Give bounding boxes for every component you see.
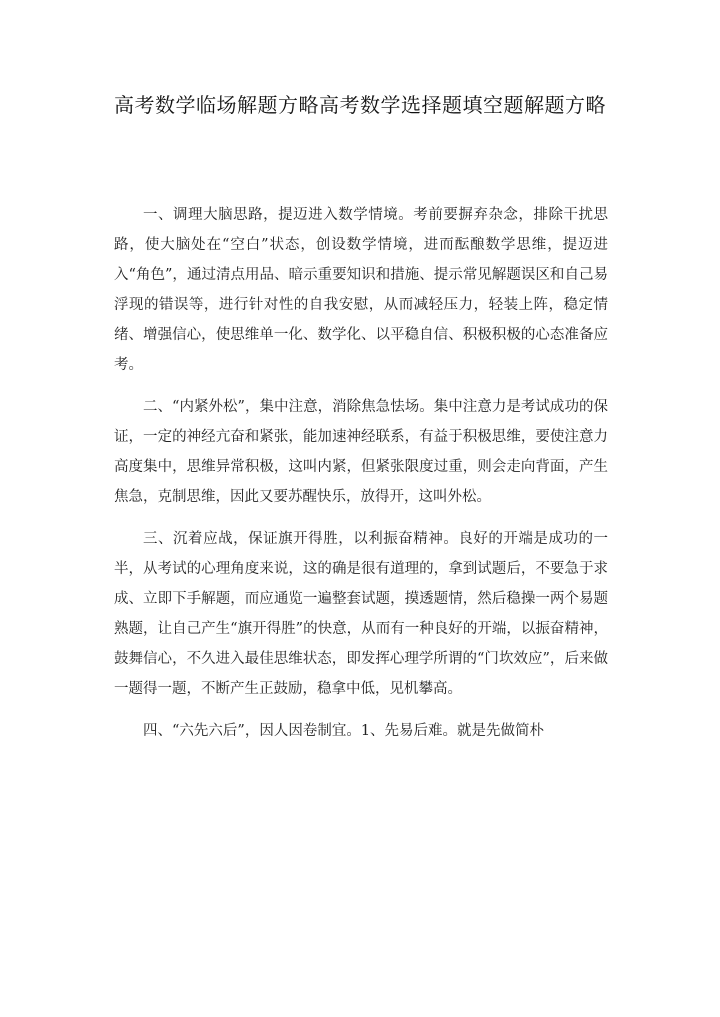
paragraph-1: 一、调理大脑思路，提迈进入数学情境。考前要摒弃杂念，排除干扰思路，使大脑处在“空白”状态，创设数学情境，进而酝酿数学思维，提迈进入“角色”，通过清点用品、暗示重要知识和措施、提示常见解题误区和自己易浮现的错误等，进行针对性的自我安慰，从而减轻压力，轻装上阵，稳定情绪、增强信心，使思维单一化、数学化、以平稳自信、积极积极的心态准备应考。 [114,207,608,373]
paragraph-3: 三、沉着应战，保证旗开得胜，以利振奋精神。良好的开端是成功的一半，从考试的心理角度来说，这的确是很有道理的，拿到试题后，不要急于求成、立即下手解题，而应通览一遍整套试题，摸透题情，然后稳操一两个易题熟题，让自己产生“旗开得胜”的快意，从而有一种良好的开端，以振奋精神，鼓舞信心，不久进入最佳思维状态，即发挥心理学所谓的“门坎效应”，后来做一题得一题，不断产生正鼓励，稳拿中低，见机攀高。 [114,531,608,697]
document-body [114,200,608,758]
paragraph-4: 四、“六先六后”，因人因卷制宜。1、先易后难。就是先做简朴 [143,723,545,739]
paragraph-2: 二、“内紧外松”，集中注意，消除焦急怯场。集中注意力是考试成功的保证，一定的神经亢奋和紧张，能加速神经联系，有益于积极思维，要使注意力高度集中，思维异常积极，这叫内紧，但紧张限度过重，则会走向背面，产生焦急，克制思维，因此又要苏醒快乐，放得开，这叫外松。 [114,399,608,505]
document-title: 高考数学临场解题方略高考数学选择题填空题解题方略 [114,93,606,117]
